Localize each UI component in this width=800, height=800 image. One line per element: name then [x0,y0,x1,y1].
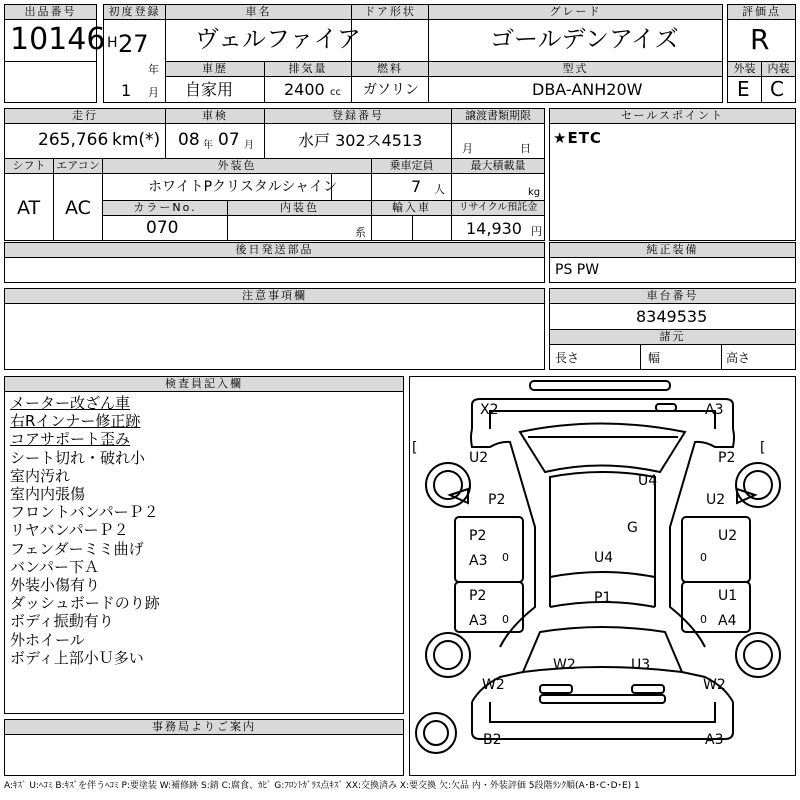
damage-mark: A3 [469,553,488,569]
lot-no: 10146 [10,22,106,57]
chassis-value: 8349535 [636,307,708,326]
office-header: 事務局よりご案内 [4,719,404,735]
mileage-header: 走行 [4,108,166,124]
caution-cell [4,303,545,370]
load-unit: kg [528,187,541,198]
damage-mark: A3 [705,402,724,418]
damage-mark: P2 [469,588,487,604]
ac-header: エアコン [53,158,103,174]
score-header: 評価点 [727,4,796,20]
color-cell-extra [331,173,372,201]
damage-mark: W2 [703,677,726,693]
first-reg-year-unit: 年 [148,63,159,76]
inspector-note: バンパー下Ａ [10,557,99,576]
history-value: 自家用 [185,80,234,99]
lot-no-sub-cell [4,61,97,103]
int-color-cell [227,215,372,241]
damage-mark: W2 [482,677,505,693]
recycle-value: 14,930 [466,219,522,238]
inspector-note: コアサポート歪み [10,430,131,449]
inspector-notes [10,394,400,667]
damage-mark: U1 [718,588,738,604]
first-reg-month-unit: 月 [148,86,159,99]
int-header: 内装 [761,61,796,77]
displacement-value: 2400 [284,80,325,99]
load-header: 最大積載量 [451,158,545,174]
lot-no-header: 出品番号 [4,4,97,20]
inspection-month-unit: 月 [244,140,254,151]
damage-mark: B2 [483,732,502,748]
dims-width: 幅 [648,351,661,365]
office-cell [4,734,404,776]
shift-value: AT [17,197,41,219]
damage-marks [410,377,795,775]
parts-cell [4,257,545,283]
inspector-note: フェンダーミミ曲げ [10,539,144,558]
ac-value: AC [65,197,91,219]
inspector-note: 室内内張傷 [10,485,86,504]
inspection-header: 車検 [165,108,265,124]
shift-header: シフト [4,158,54,174]
damage-mark: G [627,520,638,536]
type-value: DBA-ANH20W [532,80,643,99]
damage-mark: U2 [718,528,738,544]
first-reg-era: H [107,35,118,51]
damage-diagram [409,376,796,776]
model-name: ヴェルファイア [195,25,361,53]
color-value: ホワイトPクリスタルシャイン [148,179,338,195]
capacity-value: 7 [411,177,422,196]
damage-mark: A3 [469,613,488,629]
equipment-header: 純正装備 [549,242,796,258]
door-header: ドア形状 [351,4,429,20]
model-header: 車名 [165,4,352,20]
inspector-note: ボディ振動有り [10,612,114,631]
first-reg-year: 27 [118,30,149,58]
import-header: 輸入車 [371,200,452,216]
score-value: R [750,23,770,56]
diagram-bracket-left: [ [412,440,418,456]
sales-header: セールスポイント [549,108,796,124]
ext-value: E [737,77,750,101]
plate-value: 水戸 302ス4513 [298,131,423,150]
inspection-month: 07 [218,130,240,150]
int-color-unit: 系 [355,226,366,239]
capacity-unit: 人 [434,183,445,196]
import-cell-a [371,215,413,241]
color-no-header: カラーNo. [102,200,228,216]
transfer-month: 月 [462,142,473,155]
inspector-note: 右Rインナー修正跡 [10,412,141,431]
chassis-header: 車台番号 [549,288,796,304]
sales-value: ★ETC [553,129,602,147]
legend: A:ｷｽﾞ U:ﾍｺﾐ B:ｷｽﾞを伴うﾍｺﾐ P:要塗装 W:補修跡 S:錆 C:腐食、ｶﾋﾞ G:ﾌﾛﾝﾄｶﾞﾗｽ点ｷｽﾞ XX:交換済み X:要交換 欠:欠品 内・外装評価 5段階ﾗﾝｸ順(A･B･C･D･E) 1 [4,781,640,791]
plate-header: 登録番号 [264,108,452,124]
inspection-year-unit: 年 [203,140,213,151]
inspector-note: リヤバンパーＰ２ [10,521,129,540]
recycle-unit: 円 [531,225,542,238]
ext-header: 外装 [727,61,762,77]
grade-header: グレード [428,4,723,20]
diagram-zero-2: 0 [502,613,509,626]
damage-mark: U2 [469,450,489,466]
inspection-year: 08 [178,130,200,150]
dims-length: 長さ [555,351,580,365]
inspector-note: ボディ上部小Ｕ多い [10,648,144,667]
transfer-header: 譲渡書類期限 [451,108,545,124]
damage-mark: U4 [594,550,614,566]
fuel-header: 燃料 [351,61,429,77]
inspector-note: メーター改ざん車 [10,394,131,412]
parts-header: 後日発送部品 [4,242,545,258]
caution-header: 注意事項欄 [4,288,545,304]
int-value: C [770,77,784,101]
inspector-note: シート切れ・破れ小 [10,448,146,467]
diagram-bracket-right: [ [760,440,766,456]
diagram-zero-3: 0 [700,551,707,564]
damage-mark: P1 [594,590,612,606]
color-no-value: 070 [146,218,179,238]
displacement-header: 排気量 [264,61,352,77]
first-reg-month: 1 [121,81,132,100]
first-reg-header: 初度登録 [103,4,166,20]
damage-mark: U2 [706,492,726,508]
damage-mark: A4 [718,613,737,629]
inspector-note: フロントバンパーＰ２ [10,503,159,522]
inspector-note: 外装小傷有り [10,576,101,595]
color-header: 外装色 [102,158,372,174]
dims-header: 諸元 [549,329,796,345]
type-header: 型式 [428,61,723,77]
damage-mark: U3 [631,657,651,673]
diagram-zero-1: 0 [502,551,509,564]
equipment-value: PS PW [555,262,600,278]
int-color-header: 内装色 [227,200,372,216]
capacity-header: 乗車定員 [371,158,452,174]
damage-mark: U4 [638,473,658,489]
fuel-value: ガソリン [363,82,419,98]
history-header: 車歴 [165,61,265,77]
damage-mark: W2 [553,657,576,673]
damage-mark: A3 [705,732,724,748]
damage-mark: P2 [469,528,487,544]
diagram-zero-4: 0 [700,613,707,626]
import-cell-b [412,215,452,241]
damage-mark: P2 [488,492,506,508]
transfer-day: 日 [520,142,531,155]
inspector-note: 室内汚れ [10,466,71,485]
mileage-unit: km(*) [112,130,161,150]
mileage-value: 265,766 [38,130,109,150]
door-cell [351,19,429,62]
inspector-header: 検査員記入欄 [4,376,404,392]
displacement-unit: cc [330,87,341,98]
grade-value: ゴールデンアイズ [490,25,679,53]
damage-mark: P2 [718,450,736,466]
damage-mark: X2 [480,402,499,418]
dims-height: 高さ [726,351,751,365]
inspector-note: ダッシュボードのり跡 [10,594,160,613]
inspector-note: 外ホイール [10,630,85,649]
recycle-header: リサイクル預託金 [451,200,545,216]
